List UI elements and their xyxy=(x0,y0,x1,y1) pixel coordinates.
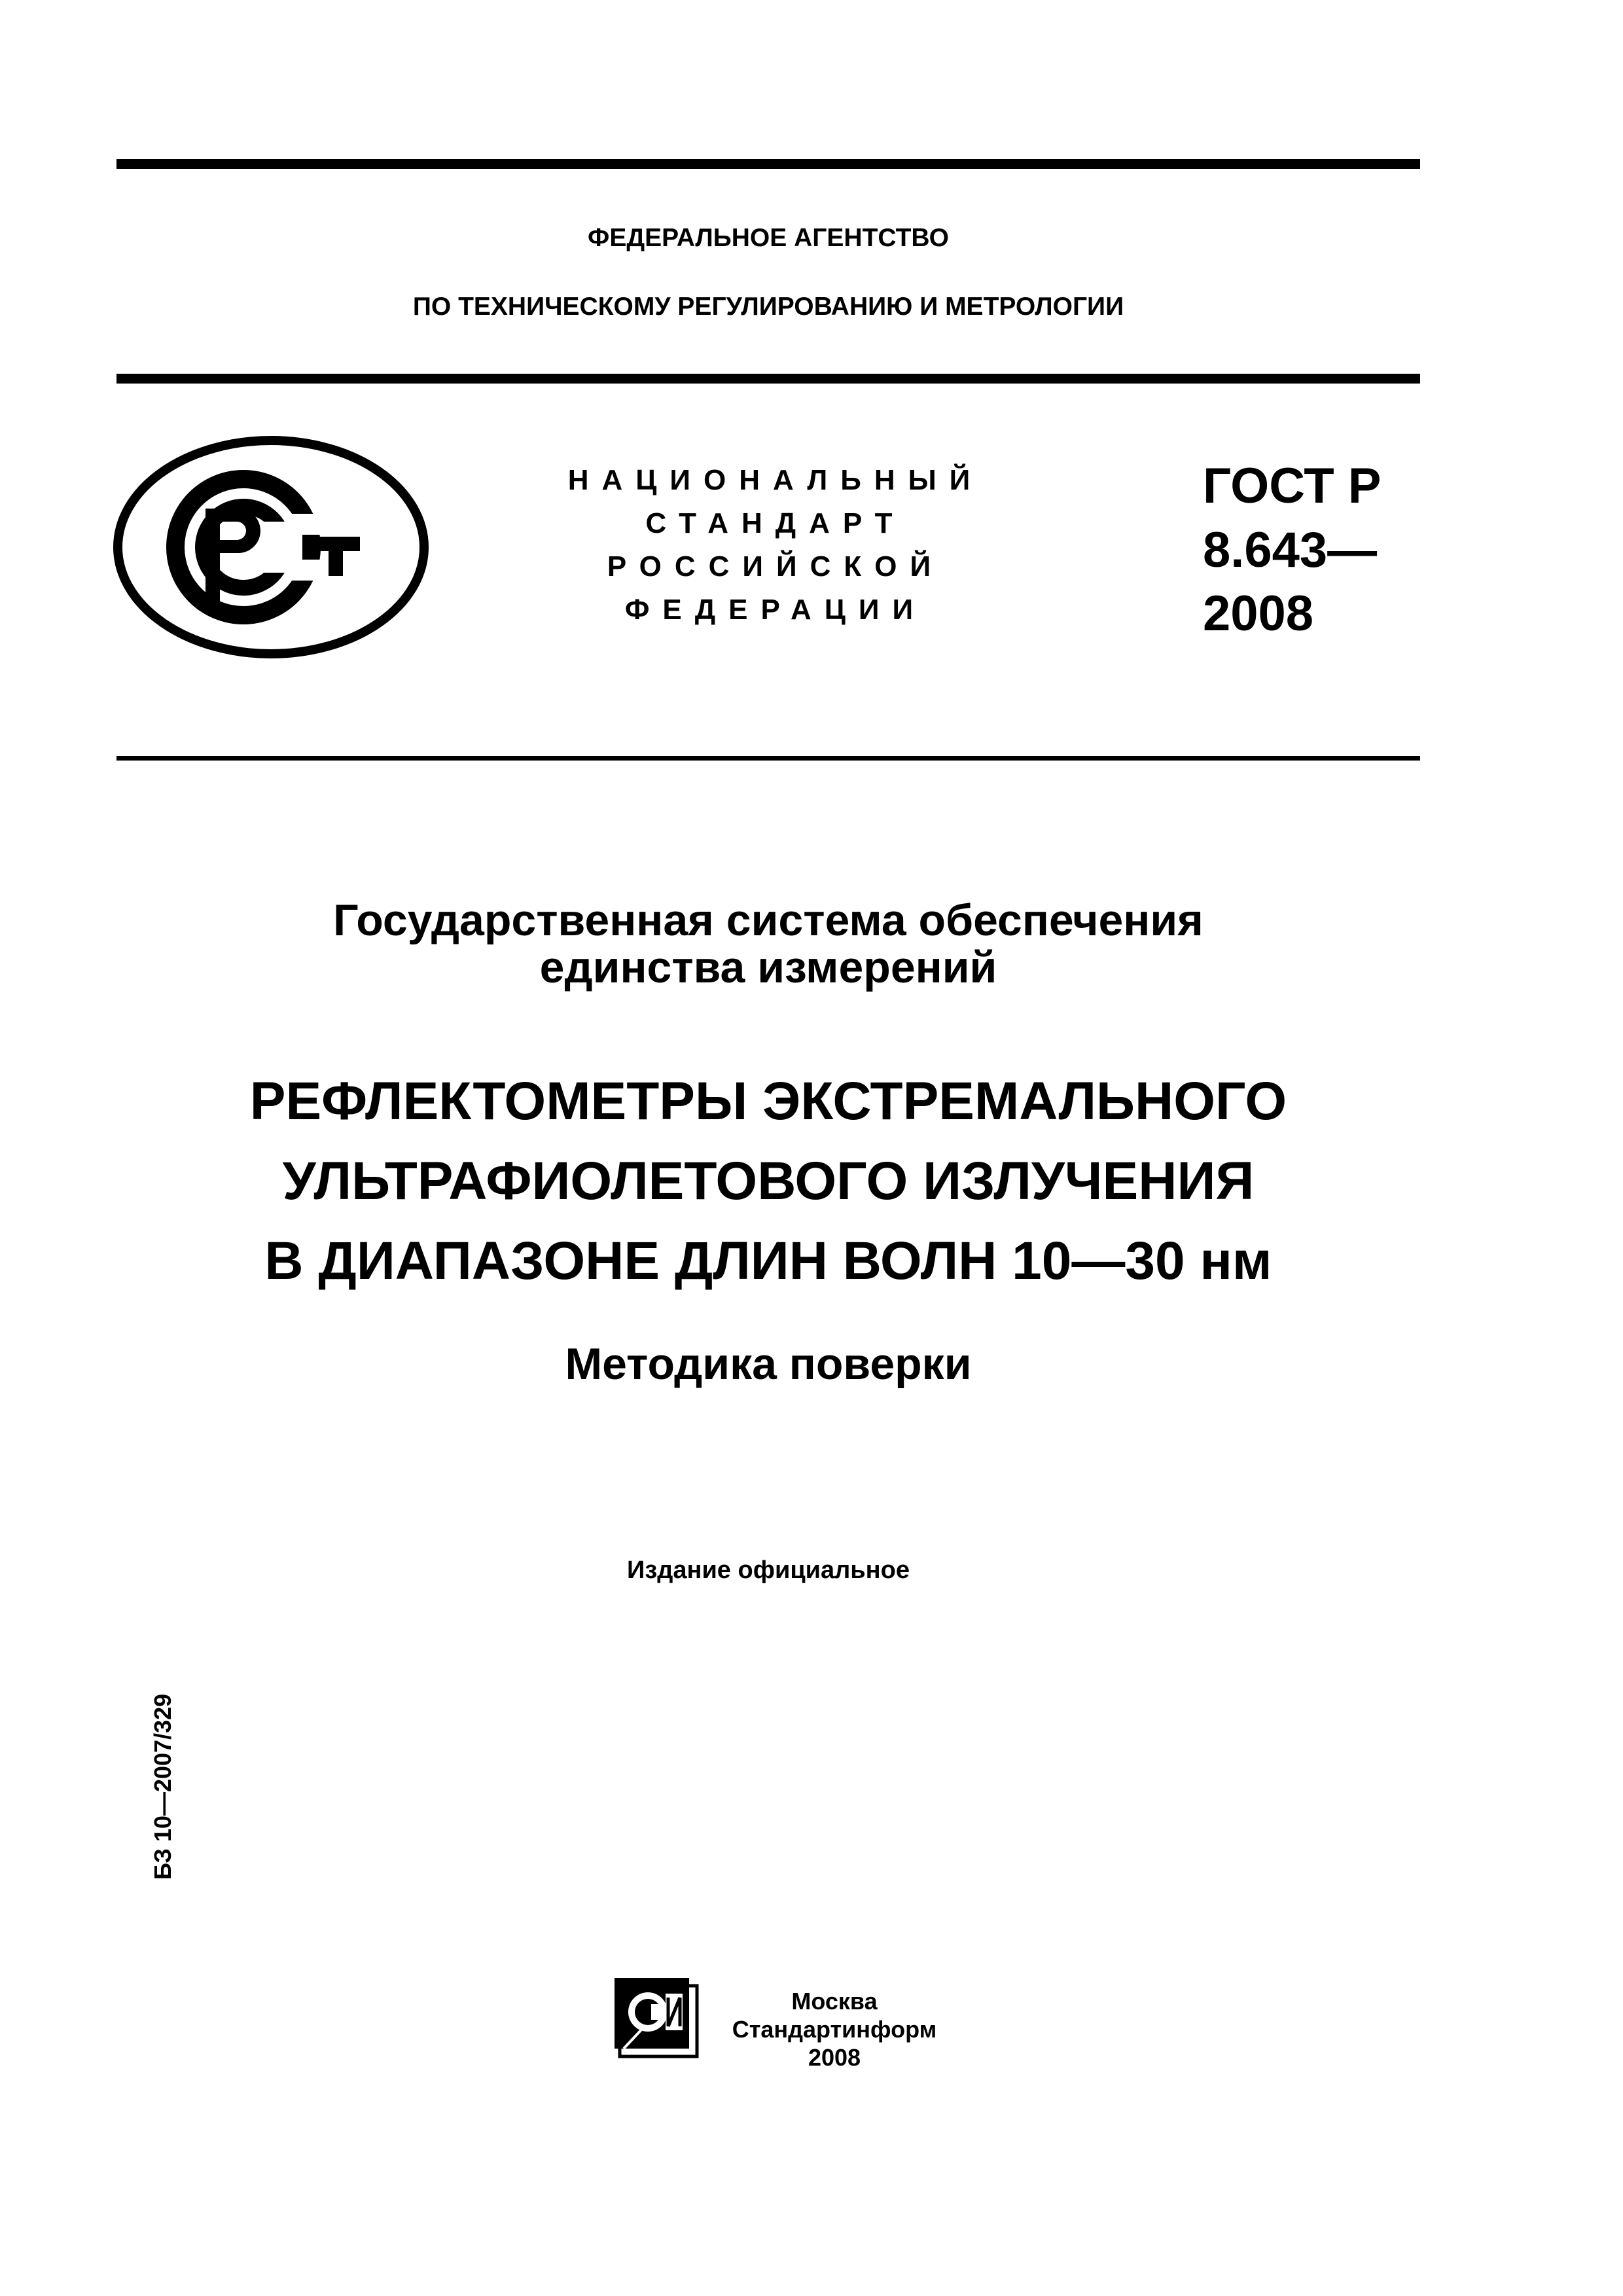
masthead-bottom-rule xyxy=(116,756,1420,761)
document-title-line-2: УЛЬТРАФИОЛЕТОВОГО ИЗЛУЧЕНИЯ xyxy=(282,1151,1255,1211)
document-title-line-3: В ДИАПАЗОНЕ ДЛИН ВОЛН 10—30 нм xyxy=(264,1231,1272,1291)
standard-type-line-1: НАЦИОНАЛЬНЫЙ xyxy=(567,464,984,496)
series-title-line-1: Государственная система обеспечения xyxy=(333,895,1204,945)
edition-label: Издание официальное xyxy=(627,1556,910,1584)
standard-code-line-2: 8.643— xyxy=(1203,522,1378,578)
document-subtitle: Методика поверки xyxy=(565,1339,972,1389)
standard-code-line-1: ГОСТ Р xyxy=(1203,458,1382,514)
gost-r-logo xyxy=(113,435,429,659)
standartinform-logo xyxy=(612,1975,704,2062)
standard-type-line-3: РОССИЙСКОЙ xyxy=(607,550,944,583)
publisher-city: Москва xyxy=(791,1988,878,2015)
agency-name-line-1: ФЕДЕРАЛЬНОЕ АГЕНТСТВО xyxy=(588,224,949,252)
standard-code-line-3: 2008 xyxy=(1203,586,1314,641)
document-title-line-1: РЕФЛЕКТОМЕТРЫ ЭКСТРЕМАЛЬНОГО xyxy=(249,1071,1287,1131)
publisher-year: 2008 xyxy=(808,2044,861,2071)
standard-type-line-4: ФЕДЕРАЦИИ xyxy=(624,594,927,626)
publisher-name: Стандартинформ xyxy=(732,2016,937,2043)
spine-code: БЗ 10—2007/329 xyxy=(149,1693,176,1880)
agency-name-line-2: ПО ТЕХНИЧЕСКОМУ РЕГУЛИРОВАНИЮ И МЕТРОЛОГИИ xyxy=(412,293,1124,321)
standard-type-line-2: СТАНДАРТ xyxy=(645,507,906,539)
top-rule xyxy=(116,159,1420,169)
header-bottom-rule xyxy=(116,374,1420,384)
series-title-line-2: единства измерений xyxy=(539,942,997,992)
